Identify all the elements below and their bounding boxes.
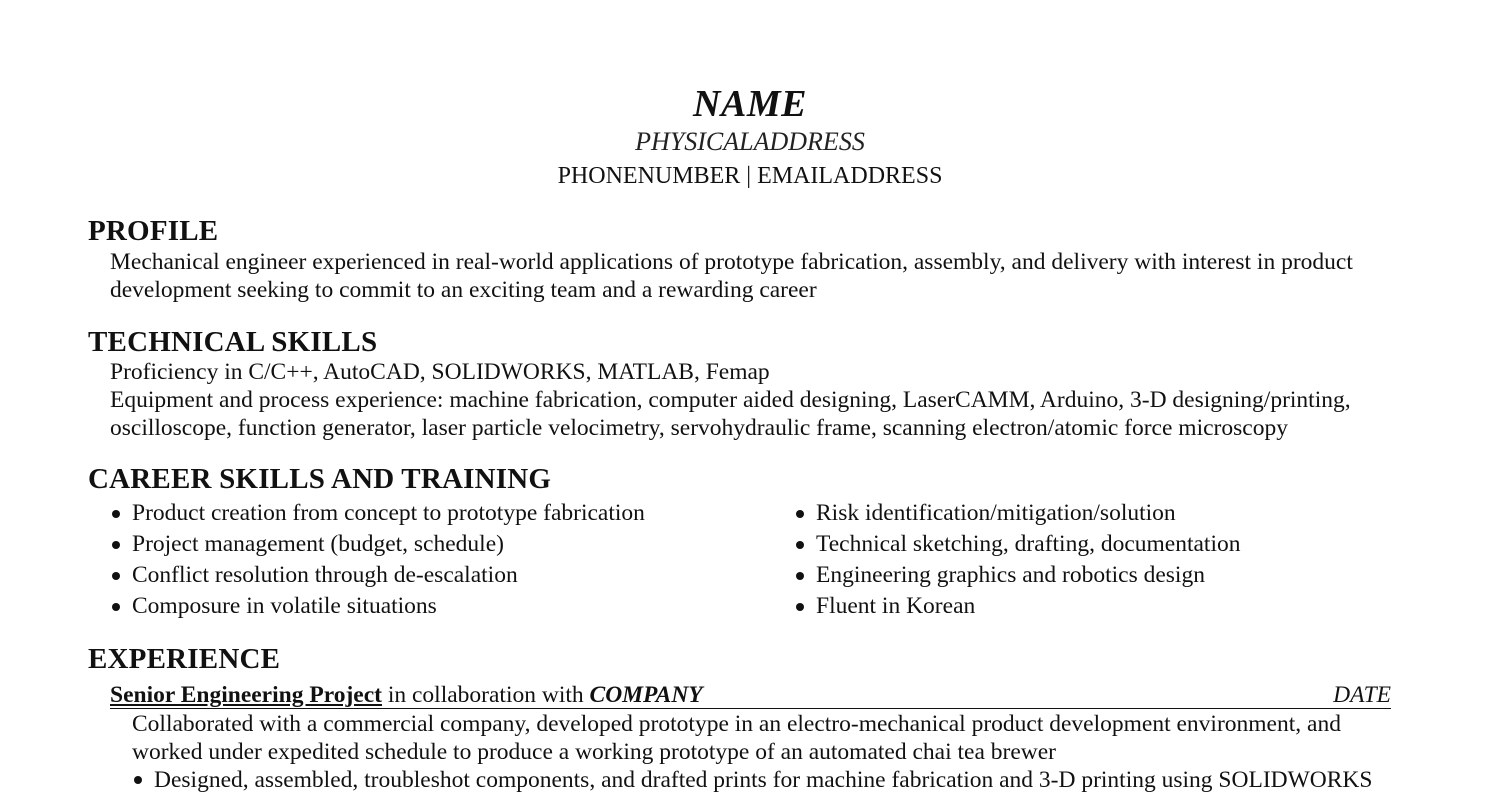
technical-skills-line-2: Equipment and process experience: machine fabrication, computer aided designing, LaserCAMM, Arduino, 3-D designing/printing, oscilloscope, function generator, laser particle velocimetry, servohydraulic frame, scanning electron/atomic force microscopy — [110, 387, 1351, 441]
job-bullet-text: Designed, assembled, troubleshot components, and drafted prints for machine fabrication and 3-D printing using SOLIDWORKS — [154, 767, 1373, 793]
job-description: Collaborated with a commercial company, developed prototype in an electro-mechanical product development environment, and worked under expedited schedule to produce a working prototype of an automated chai tea brewer — [132, 711, 1341, 765]
job-title: Senior Engineering Project — [110, 682, 382, 708]
job-date: DATE — [1333, 682, 1391, 708]
profile-heading: PROFILE — [88, 215, 219, 247]
bullet-icon — [796, 510, 804, 518]
career-skills-right-list — [794, 498, 1240, 622]
bullet-icon — [112, 541, 120, 549]
list-item — [110, 560, 645, 591]
list-item — [794, 498, 1240, 529]
bullet-icon — [112, 510, 120, 518]
technical-skills-text — [110, 358, 1380, 442]
skill-text: Risk identification/mitigation/solution — [816, 500, 1176, 526]
skill-text: Composure in volatile situations — [132, 593, 437, 619]
physical-address: PHYSICALADDRESS — [635, 127, 865, 156]
skill-text: Engineering graphics and robotics design — [816, 562, 1205, 588]
experience-heading: EXPERIENCE — [88, 643, 281, 675]
profile-text — [110, 248, 1380, 304]
bullet-icon — [796, 572, 804, 580]
skill-text: Technical sketching, drafting, documentation — [816, 531, 1241, 557]
list-item — [794, 591, 1240, 622]
technical-skills-line-1: Proficiency in C/C++, AutoCAD, SOLIDWORKS, MATLAB, Femap — [110, 359, 770, 385]
technical-skills-heading: TECHNICAL SKILLS — [88, 326, 378, 358]
list-item — [132, 766, 1432, 794]
bullet-icon — [796, 541, 804, 549]
list-item — [110, 498, 645, 529]
resume-name: NAME — [693, 83, 807, 125]
skill-text: Fluent in Korean — [816, 593, 976, 619]
bullet-icon — [112, 603, 120, 611]
career-skills-heading: CAREER SKILLS AND TRAINING — [88, 463, 552, 495]
contact-line: PHONENUMBER | EMAILADDRESS — [557, 163, 943, 189]
list-item — [794, 529, 1240, 560]
job-bullet-list — [132, 766, 1432, 794]
company-name: COMPANY — [589, 682, 703, 708]
bullet-icon — [796, 603, 804, 611]
job-connector: in collaboration with — [381, 682, 590, 708]
list-item — [110, 529, 645, 560]
job-header — [110, 681, 1391, 709]
bullet-icon — [112, 572, 120, 580]
list-item — [110, 591, 645, 622]
skill-text: Product creation from concept to prototype fabrication — [132, 500, 645, 526]
skill-text: Conflict resolution through de-escalation — [132, 562, 518, 588]
bullet-icon — [134, 776, 142, 784]
list-item — [794, 560, 1240, 591]
career-skills-left-list — [110, 498, 645, 622]
skill-text: Project management (budget, schedule) — [132, 531, 504, 557]
profile-paragraph: Mechanical engineer experienced in real-world applications of prototype fabrication, assembly, and delivery with interest in product development seeking to commit to an exciting team and a rewarding career — [110, 249, 1353, 303]
